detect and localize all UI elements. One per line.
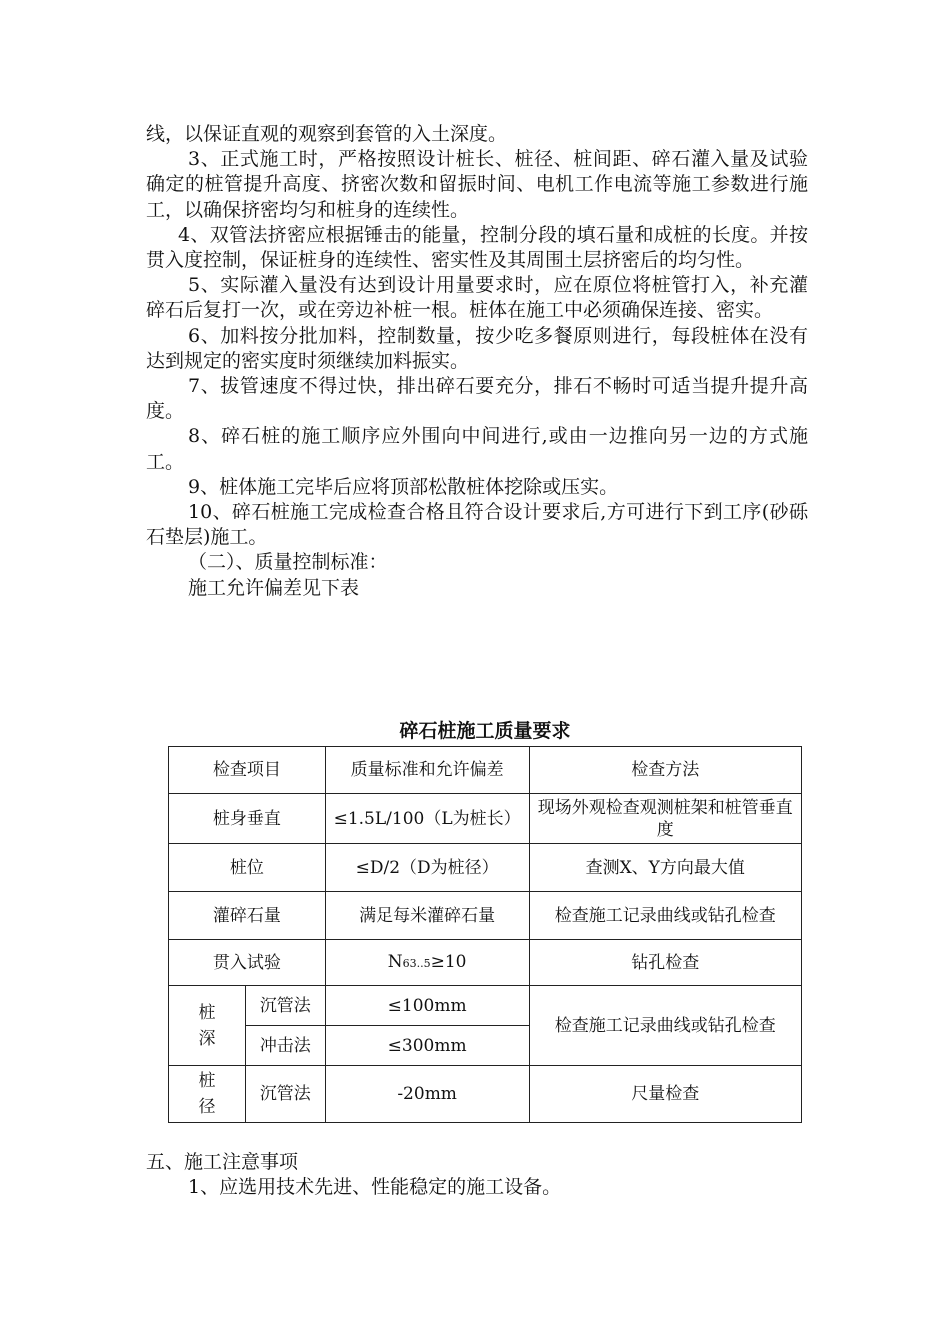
header-method: 检查方法: [529, 747, 802, 794]
paragraph-item-9: 9、桩体施工完毕后应将顶部松散桩体挖除或压实。: [188, 475, 619, 498]
cell-item: 贯入试验: [169, 940, 326, 986]
penetration-value: ≥10: [430, 951, 467, 972]
table-header-row: [169, 747, 802, 794]
cell-item: 桩位: [169, 844, 326, 892]
table-intro: 施工允许偏差见下表: [188, 576, 360, 599]
table-title: [168, 720, 802, 748]
cell-subitem: 冲击法: [245, 1026, 325, 1066]
cell-item: 灌碎石量: [169, 892, 326, 940]
group-depth-label: 桩深: [198, 1002, 216, 1049]
table-row: [169, 940, 802, 986]
paragraph-item-10: 10、碎石桩施工完成检查合格且符合设计要求后,方可进行下到工序(砂砾石垫层)施工。: [146, 501, 808, 549]
paragraph-item-6: 6、加料按分批加料，控制数量，按少吃多餐原则进行，每段桩体在没有达到规定的密实度时须继续加料振实。: [146, 324, 808, 372]
table-title-text: 碎石桩施工质量要求: [399, 720, 571, 742]
cell-standard: 满足每米灌碎石量: [325, 892, 529, 940]
cell-subitem: 沉管法: [245, 1066, 325, 1123]
cell-method: 查测X、Y方向最大值: [529, 844, 802, 892]
body-text: [146, 122, 808, 601]
cell-subitem: 沉管法: [245, 986, 325, 1026]
section-heading: 五、施工注意事项: [146, 1151, 299, 1173]
cell-method: 尺量检查: [529, 1066, 802, 1123]
paragraph-item-4: 4、双管法挤密应根据锤击的能量，控制分段的填石量和成桩的长度。并按贯入度控制，保证桩身的连续性、密实性及其周围土层挤密后的均匀性。: [146, 223, 808, 272]
cell-standard: ≤D/2（D为桩径）: [325, 844, 529, 892]
cell-standard: ≤100mm: [325, 986, 529, 1026]
subsection-heading: （二）、质量控制标准：: [188, 551, 388, 574]
cell-standard: ≤300mm: [325, 1026, 529, 1066]
header-standard: 质量标准和允许偏差: [325, 747, 529, 794]
penetration-symbol: N: [387, 951, 403, 972]
group-diameter-label: 桩径: [198, 1071, 216, 1117]
cell-standard: ≤1.5L/100（L为桩长）: [325, 794, 529, 844]
section-notes: [146, 1150, 808, 1200]
quality-table: [168, 746, 802, 1123]
cell-group-depth: [169, 986, 246, 1066]
cell-method: 钻孔检查: [529, 940, 802, 986]
paragraph-continuation: 线，以保证直观的观察到套管的入土深度。: [146, 123, 508, 145]
paragraph-item-3: 3、正式施工时，严格按照设计桩长、桩径、桩间距、碎石灌入量及试验确定的桩管提升高度、挤密次数和留振时间、电机工作电流等施工参数进行施工，以确保挤密均匀和桩身的连续性。: [146, 148, 808, 221]
cell-standard: -20mm: [325, 1066, 529, 1123]
header-item: 检查项目: [169, 747, 326, 794]
cell-group-diameter: [169, 1066, 246, 1123]
penetration-subscript: 63..5: [402, 956, 431, 970]
table-row: [169, 794, 802, 844]
table-row: [169, 844, 802, 892]
cell-item: 桩身垂直: [169, 794, 326, 844]
note-item-1: 1、应选用技术先进、性能稳定的施工设备。: [188, 1176, 562, 1199]
cell-method: 检查施工记录曲线或钻孔检查: [529, 986, 802, 1066]
cell-method: 检查施工记录曲线或钻孔检查: [529, 892, 802, 940]
table-row: [169, 986, 802, 1026]
paragraph-item-8: 8、碎石桩的施工顺序应外围向中间进行,或由一边推向另一边的方式施工。: [146, 425, 808, 473]
cell-method: 现场外观检查观测桩架和桩管垂直度: [529, 794, 802, 844]
table-row: [169, 892, 802, 940]
cell-standard: [325, 940, 529, 986]
paragraph-item-5: 5、实际灌入量没有达到设计用量要求时，应在原位将桩管打入，补充灌碎石后复打一次，或在旁边补桩一根。桩体在施工中必须确保连接、密实。: [146, 274, 808, 322]
table-row: [169, 1066, 802, 1123]
paragraph-item-7: 7、拔管速度不得过快，排出碎石要充分，排石不畅时可适当提升提升高度。: [146, 375, 808, 423]
